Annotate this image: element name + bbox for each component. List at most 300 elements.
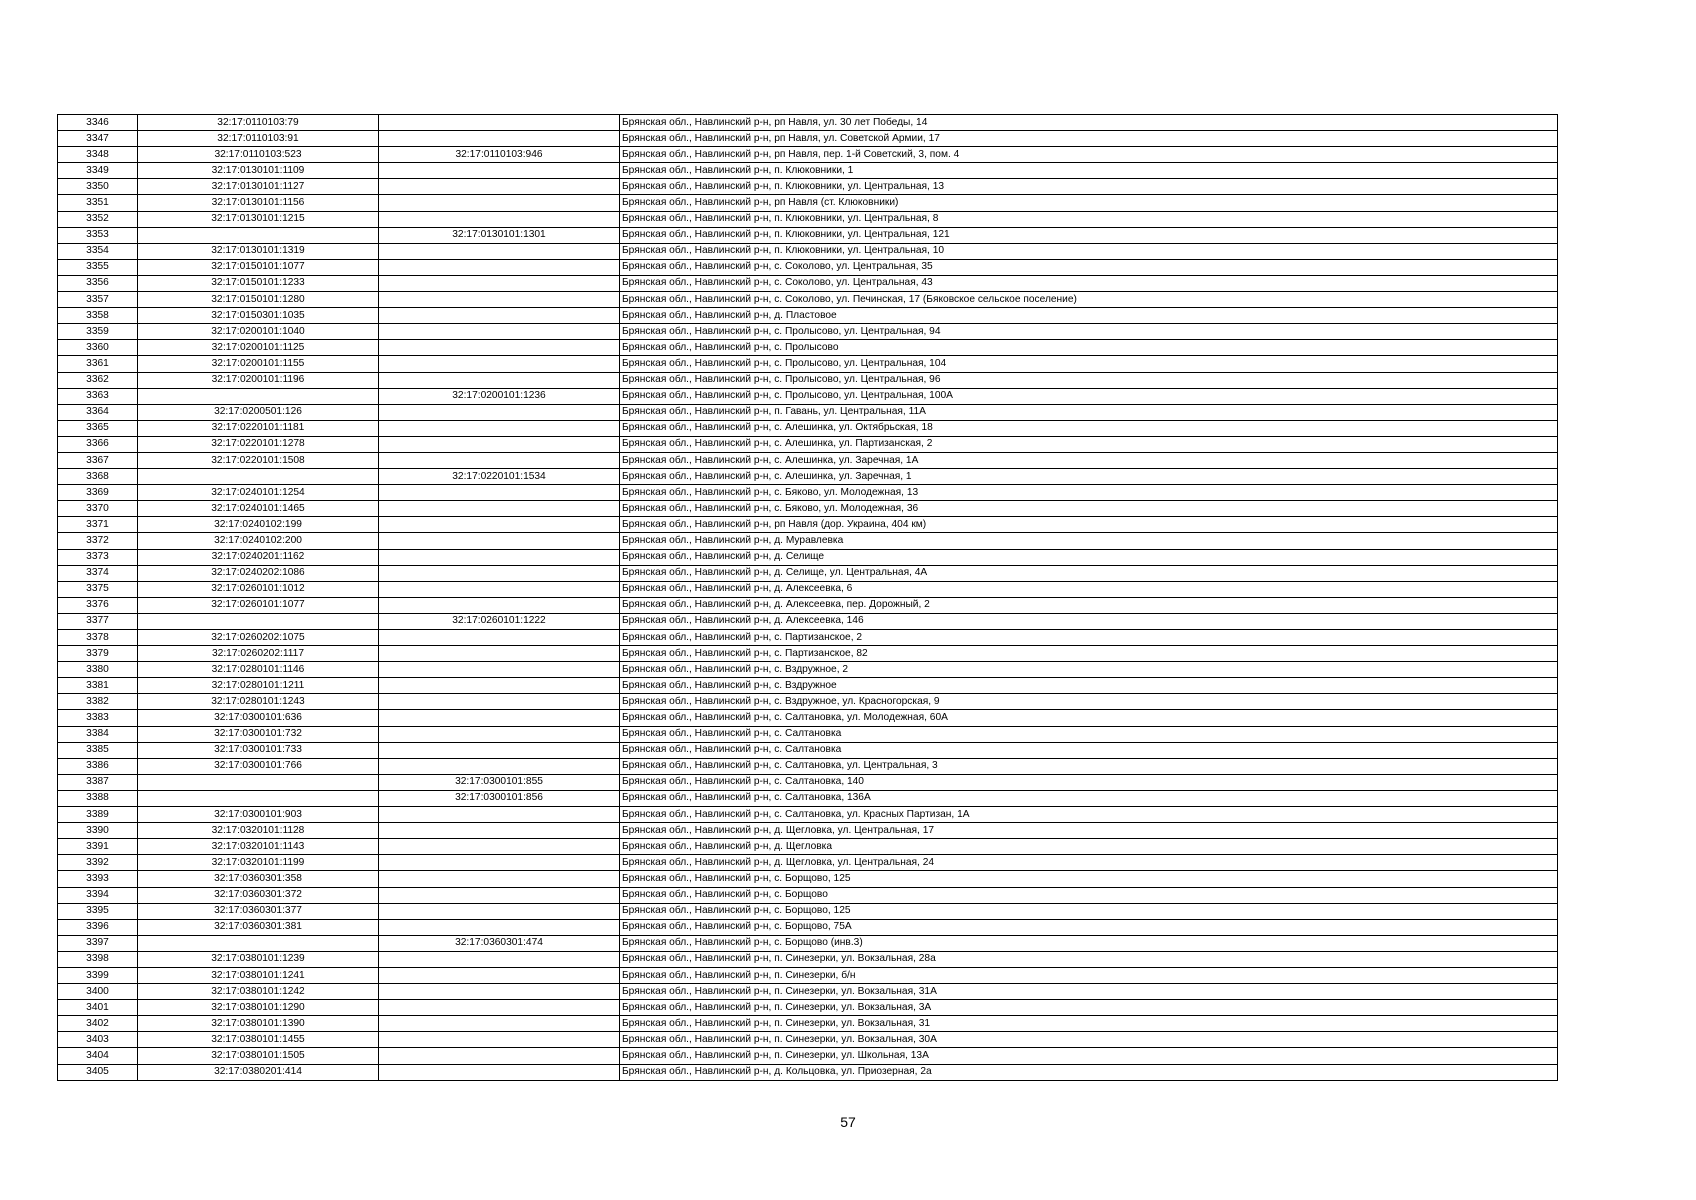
secondary-cadastral-number-cell	[379, 919, 620, 935]
row-number-cell: 3366	[58, 436, 138, 452]
cadastral-number-cell: 32:17:0110103:523	[138, 147, 379, 163]
secondary-cadastral-number-cell	[379, 951, 620, 967]
cadastral-number-cell: 32:17:0240102:199	[138, 517, 379, 533]
address-cell: Брянская обл., Навлинский р-н, с. Бяково, ул. Молодежная, 13	[620, 485, 1558, 501]
table-row	[58, 646, 1558, 662]
secondary-cadastral-number-cell: 32:17:0300101:856	[379, 790, 620, 806]
row-number-cell: 3397	[58, 935, 138, 951]
cadastral-number-cell: 32:17:0200501:126	[138, 404, 379, 420]
table-row	[58, 919, 1558, 935]
address-cell: Брянская обл., Навлинский р-н, п. Синезерки, ул. Вокзальная, 31	[620, 1016, 1558, 1032]
cadastral-number-cell: 32:17:0280101:1211	[138, 678, 379, 694]
row-number-cell: 3370	[58, 501, 138, 517]
table-row	[58, 742, 1558, 758]
table-row	[58, 839, 1558, 855]
table-row	[58, 774, 1558, 790]
secondary-cadastral-number-cell	[379, 565, 620, 581]
cadastral-number-cell: 32:17:0360301:358	[138, 871, 379, 887]
cadastral-number-cell: 32:17:0220101:1508	[138, 452, 379, 468]
secondary-cadastral-number-cell	[379, 533, 620, 549]
cadastral-number-cell	[138, 388, 379, 404]
address-cell: Брянская обл., Навлинский р-н, с. Соколово, ул. Центральная, 35	[620, 259, 1558, 275]
table-row	[58, 726, 1558, 742]
secondary-cadastral-number-cell	[379, 485, 620, 501]
row-number-cell: 3395	[58, 903, 138, 919]
address-cell: Брянская обл., Навлинский р-н, с. Борщово, 125	[620, 903, 1558, 919]
table-row	[58, 436, 1558, 452]
row-number-cell: 3389	[58, 807, 138, 823]
row-number-cell: 3353	[58, 227, 138, 243]
cadastral-number-cell: 32:17:0130101:1109	[138, 163, 379, 179]
row-number-cell: 3354	[58, 243, 138, 259]
cadastral-number-cell: 32:17:0280101:1146	[138, 662, 379, 678]
cadastral-number-cell: 32:17:0300101:636	[138, 710, 379, 726]
secondary-cadastral-number-cell	[379, 1000, 620, 1016]
table-row	[58, 613, 1558, 629]
secondary-cadastral-number-cell	[379, 131, 620, 147]
table-row	[58, 115, 1558, 131]
cadastral-number-cell: 32:17:0280101:1243	[138, 694, 379, 710]
cadastral-number-cell	[138, 469, 379, 485]
address-cell: Брянская обл., Навлинский р-н, п. Клюковники, 1	[620, 163, 1558, 179]
address-cell: Брянская обл., Навлинский р-н, с. Вздружное, ул. Красногорская, 9	[620, 694, 1558, 710]
address-cell: Брянская обл., Навлинский р-н, с. Салтановка	[620, 742, 1558, 758]
secondary-cadastral-number-cell	[379, 726, 620, 742]
address-cell: Брянская обл., Навлинский р-н, с. Салтановка, ул. Молодежная, 60А	[620, 710, 1558, 726]
cadastral-number-cell: 32:17:0240202:1086	[138, 565, 379, 581]
cadastral-number-cell: 32:17:0240101:1254	[138, 485, 379, 501]
row-number-cell: 3374	[58, 565, 138, 581]
secondary-cadastral-number-cell	[379, 243, 620, 259]
secondary-cadastral-number-cell	[379, 678, 620, 694]
secondary-cadastral-number-cell	[379, 452, 620, 468]
row-number-cell: 3380	[58, 662, 138, 678]
table-row	[58, 823, 1558, 839]
cadastral-number-cell: 32:17:0260101:1012	[138, 581, 379, 597]
row-number-cell: 3387	[58, 774, 138, 790]
cadastral-number-cell: 32:17:0240101:1465	[138, 501, 379, 517]
address-cell: Брянская обл., Навлинский р-н, п. Клюковники, ул. Центральная, 10	[620, 243, 1558, 259]
table-row	[58, 420, 1558, 436]
secondary-cadastral-number-cell	[379, 372, 620, 388]
row-number-cell: 3391	[58, 839, 138, 855]
secondary-cadastral-number-cell: 32:17:0130101:1301	[379, 227, 620, 243]
secondary-cadastral-number-cell: 32:17:0220101:1534	[379, 469, 620, 485]
cadastral-number-cell: 32:17:0300101:732	[138, 726, 379, 742]
secondary-cadastral-number-cell	[379, 903, 620, 919]
table-row	[58, 903, 1558, 919]
table-row	[58, 887, 1558, 903]
address-cell: Брянская обл., Навлинский р-н, д. Алексеевка, 146	[620, 613, 1558, 629]
cadastral-number-cell: 32:17:0380101:1239	[138, 951, 379, 967]
table-row	[58, 935, 1558, 951]
cadastral-number-cell: 32:17:0320101:1143	[138, 839, 379, 855]
cadastral-number-cell	[138, 790, 379, 806]
secondary-cadastral-number-cell	[379, 517, 620, 533]
address-cell: Брянская обл., Навлинский р-н, с. Пролысово, ул. Центральная, 104	[620, 356, 1558, 372]
table-row	[58, 259, 1558, 275]
row-number-cell: 3369	[58, 485, 138, 501]
row-number-cell: 3382	[58, 694, 138, 710]
secondary-cadastral-number-cell	[379, 179, 620, 195]
row-number-cell: 3384	[58, 726, 138, 742]
address-cell: Брянская обл., Навлинский р-н, с. Пролысово, ул. Центральная, 100А	[620, 388, 1558, 404]
cadastral-number-cell: 32:17:0150101:1233	[138, 275, 379, 291]
row-number-cell: 3364	[58, 404, 138, 420]
secondary-cadastral-number-cell	[379, 855, 620, 871]
address-cell: Брянская обл., Навлинский р-н, с. Партизанское, 2	[620, 630, 1558, 646]
address-cell: Брянская обл., Навлинский р-н, рп Навля, пер. 1-й Советский, 3, пом. 4	[620, 147, 1558, 163]
table-row	[58, 967, 1558, 983]
row-number-cell: 3392	[58, 855, 138, 871]
address-cell: Брянская обл., Навлинский р-н, д. Алексеевка, 6	[620, 581, 1558, 597]
row-number-cell: 3396	[58, 919, 138, 935]
registry-table-body	[58, 115, 1558, 1081]
address-cell: Брянская обл., Навлинский р-н, с. Пролысово, ул. Центральная, 96	[620, 372, 1558, 388]
row-number-cell: 3385	[58, 742, 138, 758]
address-cell: Брянская обл., Навлинский р-н, п. Синезерки, ул. Вокзальная, 3А	[620, 1000, 1558, 1016]
row-number-cell: 3359	[58, 324, 138, 340]
address-cell: Брянская обл., Навлинский р-н, п. Синезерки, б/н	[620, 967, 1558, 983]
table-row	[58, 710, 1558, 726]
table-row	[58, 790, 1558, 806]
address-cell: Брянская обл., Навлинский р-н, с. Соколово, ул. Печинская, 17 (Бяковское сельское поселение)	[620, 292, 1558, 308]
secondary-cadastral-number-cell	[379, 742, 620, 758]
address-cell: Брянская обл., Навлинский р-н, с. Пролысово, ул. Центральная, 94	[620, 324, 1558, 340]
cadastral-number-cell: 32:17:0200101:1040	[138, 324, 379, 340]
row-number-cell: 3398	[58, 951, 138, 967]
address-cell: Брянская обл., Навлинский р-н, с. Бяково, ул. Молодежная, 36	[620, 501, 1558, 517]
secondary-cadastral-number-cell	[379, 259, 620, 275]
cadastral-number-cell: 32:17:0110103:79	[138, 115, 379, 131]
address-cell: Брянская обл., Навлинский р-н, п. Клюковники, ул. Центральная, 13	[620, 179, 1558, 195]
table-row	[58, 1048, 1558, 1064]
address-cell: Брянская обл., Навлинский р-н, д. Щегловка, ул. Центральная, 17	[620, 823, 1558, 839]
address-cell: Брянская обл., Навлинский р-н, с. Салтановка	[620, 726, 1558, 742]
cadastral-number-cell: 32:17:0300101:733	[138, 742, 379, 758]
table-row	[58, 340, 1558, 356]
address-cell: Брянская обл., Навлинский р-н, п. Синезерки, ул. Вокзальная, 31А	[620, 984, 1558, 1000]
row-number-cell: 3400	[58, 984, 138, 1000]
secondary-cadastral-number-cell	[379, 1048, 620, 1064]
secondary-cadastral-number-cell	[379, 710, 620, 726]
table-row	[58, 533, 1558, 549]
address-cell: Брянская обл., Навлинский р-н, с. Вздружное, 2	[620, 662, 1558, 678]
cadastral-number-cell: 32:17:0380101:1390	[138, 1016, 379, 1032]
row-number-cell: 3356	[58, 275, 138, 291]
address-cell: Брянская обл., Навлинский р-н, с. Алешинка, ул. Октябрьская, 18	[620, 420, 1558, 436]
table-row	[58, 131, 1558, 147]
table-row	[58, 662, 1558, 678]
row-number-cell: 3403	[58, 1032, 138, 1048]
table-row	[58, 984, 1558, 1000]
address-cell: Брянская обл., Навлинский р-н, с. Соколово, ул. Центральная, 43	[620, 275, 1558, 291]
secondary-cadastral-number-cell	[379, 871, 620, 887]
secondary-cadastral-number-cell	[379, 1064, 620, 1080]
secondary-cadastral-number-cell: 32:17:0260101:1222	[379, 613, 620, 629]
cadastral-number-cell: 32:17:0360301:372	[138, 887, 379, 903]
row-number-cell: 3378	[58, 630, 138, 646]
secondary-cadastral-number-cell	[379, 758, 620, 774]
row-number-cell: 3390	[58, 823, 138, 839]
row-number-cell: 3379	[58, 646, 138, 662]
cadastral-number-cell: 32:17:0200101:1155	[138, 356, 379, 372]
row-number-cell: 3405	[58, 1064, 138, 1080]
table-row	[58, 758, 1558, 774]
secondary-cadastral-number-cell	[379, 581, 620, 597]
address-cell: Брянская обл., Навлинский р-н, рп Навля (ст. Клюковники)	[620, 195, 1558, 211]
registry-table	[57, 114, 1558, 1081]
secondary-cadastral-number-cell	[379, 211, 620, 227]
secondary-cadastral-number-cell	[379, 694, 620, 710]
secondary-cadastral-number-cell: 32:17:0200101:1236	[379, 388, 620, 404]
address-cell: Брянская обл., Навлинский р-н, с. Вздружное	[620, 678, 1558, 694]
row-number-cell: 3357	[58, 292, 138, 308]
row-number-cell: 3350	[58, 179, 138, 195]
cadastral-number-cell: 32:17:0360301:381	[138, 919, 379, 935]
cadastral-number-cell: 32:17:0380201:414	[138, 1064, 379, 1080]
address-cell: Брянская обл., Навлинский р-н, с. Алешинка, ул. Заречная, 1А	[620, 452, 1558, 468]
address-cell: Брянская обл., Навлинский р-н, с. Салтановка, ул. Красных Партизан, 1А	[620, 807, 1558, 823]
table-row	[58, 404, 1558, 420]
cadastral-number-cell: 32:17:0200101:1196	[138, 372, 379, 388]
address-cell: Брянская обл., Навлинский р-н, с. Салтановка, ул. Центральная, 3	[620, 758, 1558, 774]
address-cell: Брянская обл., Навлинский р-н, п. Клюковники, ул. Центральная, 121	[620, 227, 1558, 243]
row-number-cell: 3367	[58, 452, 138, 468]
cadastral-number-cell	[138, 935, 379, 951]
cadastral-number-cell: 32:17:0380101:1455	[138, 1032, 379, 1048]
address-cell: Брянская обл., Навлинский р-н, п. Гавань, ул. Центральная, 11А	[620, 404, 1558, 420]
cadastral-number-cell: 32:17:0200101:1125	[138, 340, 379, 356]
table-row	[58, 630, 1558, 646]
secondary-cadastral-number-cell	[379, 662, 620, 678]
address-cell: Брянская обл., Навлинский р-н, с. Салтановка, 140	[620, 774, 1558, 790]
table-row	[58, 179, 1558, 195]
secondary-cadastral-number-cell	[379, 597, 620, 613]
row-number-cell: 3381	[58, 678, 138, 694]
row-number-cell: 3386	[58, 758, 138, 774]
table-row	[58, 565, 1558, 581]
row-number-cell: 3377	[58, 613, 138, 629]
secondary-cadastral-number-cell	[379, 115, 620, 131]
row-number-cell: 3347	[58, 131, 138, 147]
address-cell: Брянская обл., Навлинский р-н, с. Пролысово	[620, 340, 1558, 356]
address-cell: Брянская обл., Навлинский р-н, д. Алексеевка, пер. Дорожный, 2	[620, 597, 1558, 613]
address-cell: Брянская обл., Навлинский р-н, рп Навля, ул. 30 лет Победы, 14	[620, 115, 1558, 131]
address-cell: Брянская обл., Навлинский р-н, с. Алешинка, ул. Партизанская, 2	[620, 436, 1558, 452]
cadastral-number-cell: 32:17:0130101:1156	[138, 195, 379, 211]
row-number-cell: 3402	[58, 1016, 138, 1032]
table-row	[58, 292, 1558, 308]
cadastral-number-cell: 32:17:0150101:1077	[138, 259, 379, 275]
secondary-cadastral-number-cell	[379, 984, 620, 1000]
secondary-cadastral-number-cell	[379, 404, 620, 420]
cadastral-number-cell: 32:17:0130101:1215	[138, 211, 379, 227]
row-number-cell: 3373	[58, 549, 138, 565]
page-number: 57	[840, 1114, 856, 1130]
table-row	[58, 308, 1558, 324]
address-cell: Брянская обл., Навлинский р-н, п. Синезерки, ул. Школьная, 13А	[620, 1048, 1558, 1064]
address-cell: Брянская обл., Навлинский р-н, п. Синезерки, ул. Вокзальная, 30А	[620, 1032, 1558, 1048]
cadastral-number-cell: 32:17:0130101:1319	[138, 243, 379, 259]
address-cell: Брянская обл., Навлинский р-н, с. Борщово, 125	[620, 871, 1558, 887]
cadastral-number-cell: 32:17:0240201:1162	[138, 549, 379, 565]
table-row	[58, 324, 1558, 340]
table-row	[58, 807, 1558, 823]
cadastral-number-cell: 32:17:0300101:766	[138, 758, 379, 774]
row-number-cell: 3393	[58, 871, 138, 887]
address-cell: Брянская обл., Навлинский р-н, д. Щегловка	[620, 839, 1558, 855]
cadastral-number-cell: 32:17:0220101:1278	[138, 436, 379, 452]
table-row	[58, 549, 1558, 565]
address-cell: Брянская обл., Навлинский р-н, с. Борщово (инв.3)	[620, 935, 1558, 951]
address-cell: Брянская обл., Навлинский р-н, д. Кольцовка, ул. Приозерная, 2а	[620, 1064, 1558, 1080]
row-number-cell: 3351	[58, 195, 138, 211]
address-cell: Брянская обл., Навлинский р-н, д. Муравлевка	[620, 533, 1558, 549]
table-row	[58, 147, 1558, 163]
secondary-cadastral-number-cell	[379, 630, 620, 646]
cadastral-number-cell: 32:17:0220101:1181	[138, 420, 379, 436]
table-row	[58, 855, 1558, 871]
row-number-cell: 3372	[58, 533, 138, 549]
cadastral-number-cell: 32:17:0260202:1117	[138, 646, 379, 662]
table-row	[58, 163, 1558, 179]
table-row	[58, 1032, 1558, 1048]
cadastral-number-cell: 32:17:0380101:1242	[138, 984, 379, 1000]
secondary-cadastral-number-cell	[379, 292, 620, 308]
table-row	[58, 501, 1558, 517]
row-number-cell: 3365	[58, 420, 138, 436]
address-cell: Брянская обл., Навлинский р-н, с. Салтановка, 136А	[620, 790, 1558, 806]
row-number-cell: 3376	[58, 597, 138, 613]
secondary-cadastral-number-cell	[379, 195, 620, 211]
secondary-cadastral-number-cell	[379, 839, 620, 855]
row-number-cell: 3371	[58, 517, 138, 533]
row-number-cell: 3349	[58, 163, 138, 179]
row-number-cell: 3363	[58, 388, 138, 404]
secondary-cadastral-number-cell	[379, 887, 620, 903]
secondary-cadastral-number-cell: 32:17:0110103:946	[379, 147, 620, 163]
cadastral-number-cell	[138, 227, 379, 243]
secondary-cadastral-number-cell	[379, 501, 620, 517]
secondary-cadastral-number-cell: 32:17:0300101:855	[379, 774, 620, 790]
address-cell: Брянская обл., Навлинский р-н, п. Клюковники, ул. Центральная, 8	[620, 211, 1558, 227]
cadastral-number-cell	[138, 613, 379, 629]
cadastral-number-cell: 32:17:0260202:1075	[138, 630, 379, 646]
cadastral-number-cell: 32:17:0380101:1241	[138, 967, 379, 983]
secondary-cadastral-number-cell	[379, 646, 620, 662]
table-row	[58, 211, 1558, 227]
secondary-cadastral-number-cell: 32:17:0360301:474	[379, 935, 620, 951]
row-number-cell: 3346	[58, 115, 138, 131]
secondary-cadastral-number-cell	[379, 275, 620, 291]
address-cell: Брянская обл., Навлинский р-н, п. Синезерки, ул. Вокзальная, 28а	[620, 951, 1558, 967]
address-cell: Брянская обл., Навлинский р-н, с. Алешинка, ул. Заречная, 1	[620, 469, 1558, 485]
row-number-cell: 3361	[58, 356, 138, 372]
secondary-cadastral-number-cell	[379, 549, 620, 565]
table-row	[58, 951, 1558, 967]
cadastral-number-cell: 32:17:0150301:1035	[138, 308, 379, 324]
secondary-cadastral-number-cell	[379, 324, 620, 340]
secondary-cadastral-number-cell	[379, 823, 620, 839]
table-row	[58, 485, 1558, 501]
table-row	[58, 227, 1558, 243]
row-number-cell: 3362	[58, 372, 138, 388]
cadastral-number-cell	[138, 774, 379, 790]
table-row	[58, 517, 1558, 533]
cadastral-number-cell: 32:17:0380101:1505	[138, 1048, 379, 1064]
secondary-cadastral-number-cell	[379, 356, 620, 372]
cadastral-number-cell: 32:17:0300101:903	[138, 807, 379, 823]
row-number-cell: 3401	[58, 1000, 138, 1016]
secondary-cadastral-number-cell	[379, 163, 620, 179]
secondary-cadastral-number-cell	[379, 308, 620, 324]
row-number-cell: 3358	[58, 308, 138, 324]
row-number-cell: 3383	[58, 710, 138, 726]
secondary-cadastral-number-cell	[379, 807, 620, 823]
table-row	[58, 678, 1558, 694]
address-cell: Брянская обл., Навлинский р-н, д. Селище, ул. Центральная, 4А	[620, 565, 1558, 581]
cadastral-number-cell: 32:17:0320101:1128	[138, 823, 379, 839]
table-row	[58, 1064, 1558, 1080]
secondary-cadastral-number-cell	[379, 967, 620, 983]
secondary-cadastral-number-cell	[379, 436, 620, 452]
row-number-cell: 3360	[58, 340, 138, 356]
secondary-cadastral-number-cell	[379, 1016, 620, 1032]
cadastral-number-cell: 32:17:0130101:1127	[138, 179, 379, 195]
table-row	[58, 581, 1558, 597]
cadastral-number-cell: 32:17:0360301:377	[138, 903, 379, 919]
address-cell: Брянская обл., Навлинский р-н, рп Навля (дор. Украина, 404 км)	[620, 517, 1558, 533]
table-row	[58, 452, 1558, 468]
address-cell: Брянская обл., Навлинский р-н, д. Пластовое	[620, 308, 1558, 324]
row-number-cell: 3355	[58, 259, 138, 275]
row-number-cell: 3375	[58, 581, 138, 597]
row-number-cell: 3352	[58, 211, 138, 227]
address-cell: Брянская обл., Навлинский р-н, с. Борщово	[620, 887, 1558, 903]
row-number-cell: 3394	[58, 887, 138, 903]
row-number-cell: 3399	[58, 967, 138, 983]
secondary-cadastral-number-cell	[379, 340, 620, 356]
table-row	[58, 1016, 1558, 1032]
secondary-cadastral-number-cell	[379, 1032, 620, 1048]
table-row	[58, 469, 1558, 485]
table-row	[58, 356, 1558, 372]
table-row	[58, 694, 1558, 710]
cadastral-number-cell: 32:17:0380101:1290	[138, 1000, 379, 1016]
row-number-cell: 3404	[58, 1048, 138, 1064]
secondary-cadastral-number-cell	[379, 420, 620, 436]
address-cell: Брянская обл., Навлинский р-н, с. Партизанское, 82	[620, 646, 1558, 662]
address-cell: Брянская обл., Навлинский р-н, д. Щегловка, ул. Центральная, 24	[620, 855, 1558, 871]
cadastral-number-cell: 32:17:0150101:1280	[138, 292, 379, 308]
row-number-cell: 3368	[58, 469, 138, 485]
table-row	[58, 597, 1558, 613]
table-row	[58, 871, 1558, 887]
table-row	[58, 195, 1558, 211]
cadastral-number-cell: 32:17:0110103:91	[138, 131, 379, 147]
row-number-cell: 3388	[58, 790, 138, 806]
address-cell: Брянская обл., Навлинский р-н, с. Борщово, 75А	[620, 919, 1558, 935]
table-row	[58, 275, 1558, 291]
row-number-cell: 3348	[58, 147, 138, 163]
table-row	[58, 388, 1558, 404]
cadastral-number-cell: 32:17:0240102:200	[138, 533, 379, 549]
cadastral-number-cell: 32:17:0260101:1077	[138, 597, 379, 613]
table-row	[58, 243, 1558, 259]
table-row	[58, 1000, 1558, 1016]
address-cell: Брянская обл., Навлинский р-н, д. Селище	[620, 549, 1558, 565]
